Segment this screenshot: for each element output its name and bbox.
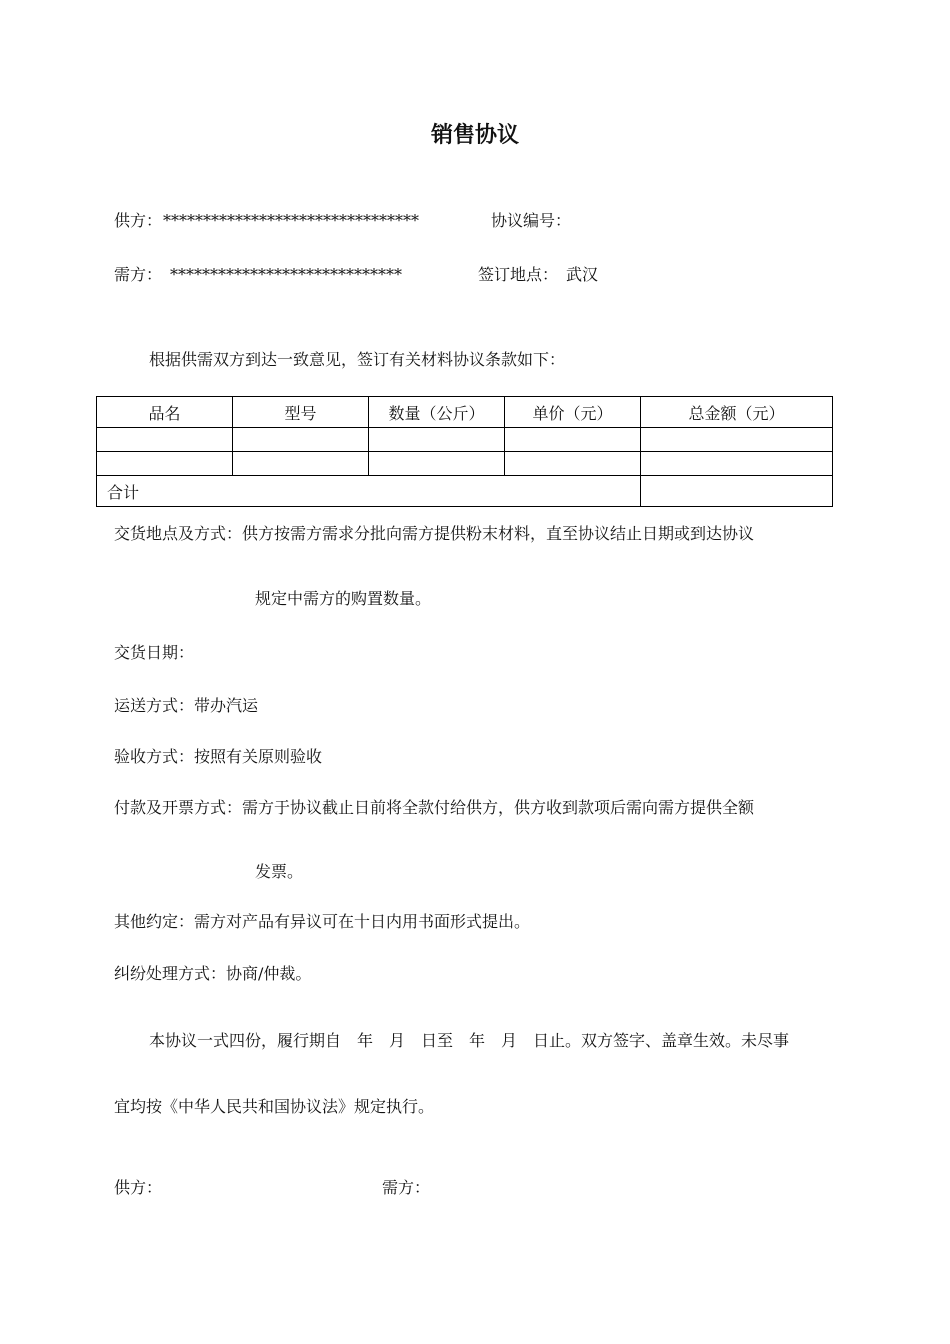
other-clause: 其他约定：需方对产品有异议可在十日内用书面形式提出。: [114, 912, 531, 931]
table-row: [97, 428, 833, 452]
items-table: [96, 396, 833, 507]
table-row: [97, 452, 833, 476]
validity-clause-cont: 宜均按《中华人民共和国协议法》规定执行。: [114, 1097, 435, 1116]
table-cell: [505, 428, 641, 452]
signature-buyer-label: 需方：: [382, 1178, 431, 1197]
table-cell: [641, 428, 833, 452]
total-label: 合计: [97, 476, 641, 507]
sign-place-label: 签订地点：: [478, 265, 559, 284]
delivery-date-clause: 交货日期：: [114, 643, 195, 662]
dispute-clause: 纠纷处理方式：协商/仲裁。: [114, 964, 312, 983]
supplier-value: ********************************: [163, 211, 419, 230]
signature-supplier-label: 供方：: [114, 1178, 163, 1197]
column-header: 品名: [97, 397, 233, 428]
acceptance-clause: 验收方式：按照有关原则验收: [114, 747, 323, 766]
buyer-label: 需方：: [114, 265, 163, 284]
table-cell: [233, 452, 369, 476]
table-cell: [97, 428, 233, 452]
sign-place-value: 武汉: [566, 265, 599, 284]
table-cell: [369, 428, 505, 452]
table-total-row: [97, 476, 833, 507]
table-cell: [505, 452, 641, 476]
table-cell: [233, 428, 369, 452]
table-cell: [369, 452, 505, 476]
agreement-no-label: 协议编号：: [491, 211, 572, 230]
column-header: 总金额（元）: [641, 397, 833, 428]
table-header-row: [97, 397, 833, 428]
delivery-place-clause-cont: 规定中需方的购置数量。: [255, 589, 432, 608]
table-cell: [641, 452, 833, 476]
column-header: 数量（公斤）: [369, 397, 505, 428]
table-cell: [97, 452, 233, 476]
payment-clause-cont: 发票。: [255, 862, 304, 881]
document-title: 销售协议: [430, 123, 519, 148]
column-header: 型号: [233, 397, 369, 428]
column-header: 单价（元）: [505, 397, 641, 428]
delivery-place-clause: 交货地点及方式：供方按需方需求分批向需方提供粉末材料，直至协议结止日期或到达协议: [114, 524, 755, 543]
buyer-value: *****************************: [170, 265, 402, 284]
intro-text: 根据供需双方到达一致意见，签订有关材料协议条款如下：: [149, 350, 566, 369]
validity-clause: 本协议一式四份，履行期自 年 月 日至 年 月 日止。双方签字、盖章生效。未尽事: [149, 1031, 790, 1050]
total-value: [641, 476, 833, 507]
payment-clause: 付款及开票方式：需方于协议截止日前将全款付给供方，供方收到款项后需向需方提供全额: [114, 798, 755, 817]
supplier-label: 供方：: [114, 211, 163, 230]
transport-clause: 运送方式：带办汽运: [114, 696, 259, 715]
